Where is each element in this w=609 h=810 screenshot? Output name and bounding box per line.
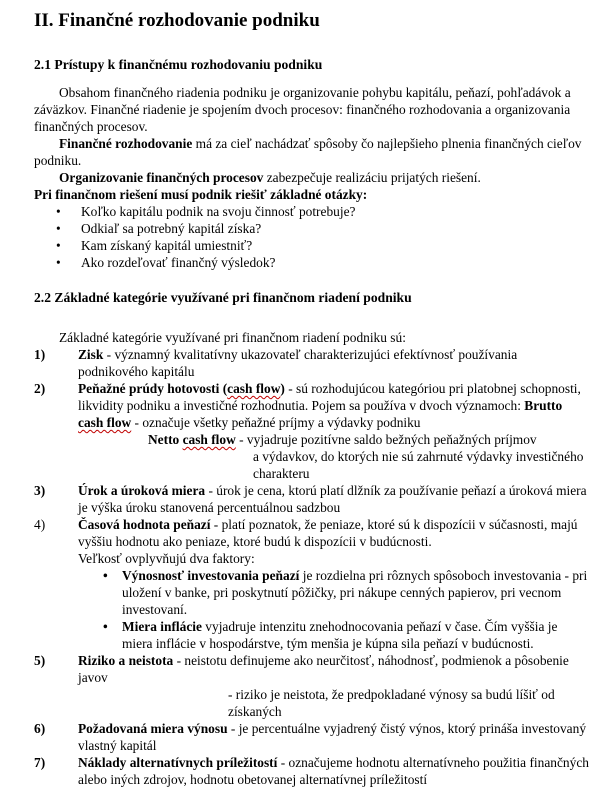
netto-term: Netto cash flow (148, 432, 236, 447)
document-page (34, 10, 589, 788)
list-item-urok (34, 482, 589, 516)
item-term: Riziko a neistota (78, 653, 174, 668)
factor-term: Výnosnosť investovania peňazí (122, 568, 300, 583)
section-2-2-title: 2.2 Základné kategórie využívané pri finančnom riadení podniku (34, 290, 412, 305)
item-number: 1) (34, 347, 46, 362)
list-item: • Ako rozdeľovať finančný výsledok? (34, 254, 589, 271)
list-item-zisk (34, 346, 589, 380)
term-financial-decision: Finančné rozhodovanie (59, 136, 193, 151)
questions-lead: Pri finančnom riešení musí podnik riešiť základné otázky: (34, 187, 368, 202)
list-item (78, 618, 589, 652)
item-text: - sú rozhodujúcou kategóriou pri platobnej schopnosti, likvidity podniku a investičné rozhodnutia. Pojem sa používa v dvoch významoch: (78, 381, 581, 413)
item-number: 6) (34, 721, 46, 736)
questions-list (34, 203, 589, 271)
paragraph-financial-decision (34, 135, 589, 169)
item-term: Náklady alternatívnych príležitostí (78, 755, 278, 770)
factor-text: je rozdielna pri rôznych spôsoboch investovania - pri uložení v banke, pri poskytnutí pôžičky, pri nákupe cenných papierov, pri vecnom investovaní. (122, 568, 588, 617)
item-number: 7) (34, 755, 46, 770)
categories-intro: Základné kategórie využívané pri finančnom riadení podniku sú: (59, 330, 406, 345)
list-item-opportunity-cost (34, 754, 589, 788)
item-text: - platí poznatok, že peniaze, ktoré sú k dispozícii v súčasnosti, majú vyššiu hodnotu ako peniaze, ktoré budú k dispozícii v budúcnosti. (78, 517, 578, 549)
item-text: - neistotu definujeme ako neurčitosť, náhodnosť, podmienok a pôsobenie javov (78, 653, 569, 685)
factor-term: Miera inflácie (122, 619, 202, 634)
item-number: 5) (34, 653, 46, 668)
item-term: Úrok a úroková miera (78, 483, 206, 498)
paragraph-organizing (34, 169, 589, 186)
netto-continuation: a výdavkov, do ktorých nie sú zahrnuté výdavky investičného charakteru (253, 449, 584, 481)
item-term: Časová hodnota peňazí (78, 517, 211, 532)
list-item: • Kam získaný kapitál umiestniť? (34, 237, 589, 254)
paragraph-intro: Obsahom finančného riadenia podniku je organizovanie pohybu kapitálu, peňazí, pohľadávok a záväzkov. Finančné riadenie je spojením dvoch procesov: finančného rozhodovania a organizovania finančných procesov. (34, 85, 571, 134)
factors-lead: Veľkosť ovplyvňujú dva faktory: (78, 551, 255, 566)
list-item-risk (34, 652, 589, 720)
brutto-term: Brutto cash flow (78, 398, 563, 430)
item-number: 2) (34, 381, 46, 396)
item-text: - úrok je cena, ktorú platí dlžník za používanie peňazí a úroková miera je výška úroku stanovená percentuálnou sadzbou (78, 483, 587, 515)
factors-list (78, 567, 589, 652)
netto-line (78, 431, 589, 448)
item-text: - významný kvalitatívny ukazovateľ charakterizujúci efektívnosť používania podnikového kapitálu (78, 347, 518, 379)
list-item-cash-flow (34, 380, 589, 482)
list-item (78, 567, 589, 618)
factor-text: vyjadruje intenzitu znehodnocovania peňazí v čase. Čím vyššia je miera inflácie v hospodárstve, tým menšia je kúpna sila peňazí v budúcnosti. (122, 619, 558, 651)
text-organizing: zabezpečuje realizáciu prijatých riešení. (263, 170, 481, 185)
list-item: • Odkiaľ sa potrebný kapitál získa? (34, 220, 589, 237)
item-number: 3) (34, 483, 46, 498)
chapter-heading: II. Finančné rozhodovanie podniku (34, 10, 320, 31)
section-2-1-title: 2.1 Prístupy k finančnému rozhodovaniu podniku (34, 57, 323, 72)
risk-continuation: - riziko je neistota, že predpokladané výnosy sa budú líšiť od získaných (228, 687, 555, 719)
term-organizing: Organizovanie finančných procesov (59, 170, 264, 185)
item-text: - je percentuálne vyjadrený čistý výnos, ktorý prináša investovaný vlastný kapitál (78, 721, 587, 753)
list-item: • Koľko kapitálu podnik na svoju činnosť potrebuje? (34, 203, 589, 220)
item-number: 4) (34, 517, 46, 532)
item-term: Požadovaná miera výnosu (78, 721, 228, 736)
item-term: Zisk (78, 347, 104, 362)
brutto-text: - označuje všetky peňažné príjmy a výdavky podniku (131, 415, 421, 430)
categories-list (34, 346, 589, 788)
text-financial-decision: má za cieľ nachádzať spôsoby čo najlepšieho plnenia finančných cieľov podniku. (34, 136, 582, 168)
item-term: Peňažné prúdy hotovosti (cash flow) (78, 381, 285, 396)
list-item-time-value (34, 516, 589, 652)
item-text: - označujeme hodnotu alternatívneho použitia finančných alebo iných zdrojov, hodnotu obetovanej alternatívnej príležitostí (78, 755, 589, 787)
list-item-required-return (34, 720, 589, 754)
netto-text: - vyjadruje pozitívne saldo bežných peňažných príjmov (235, 432, 537, 447)
